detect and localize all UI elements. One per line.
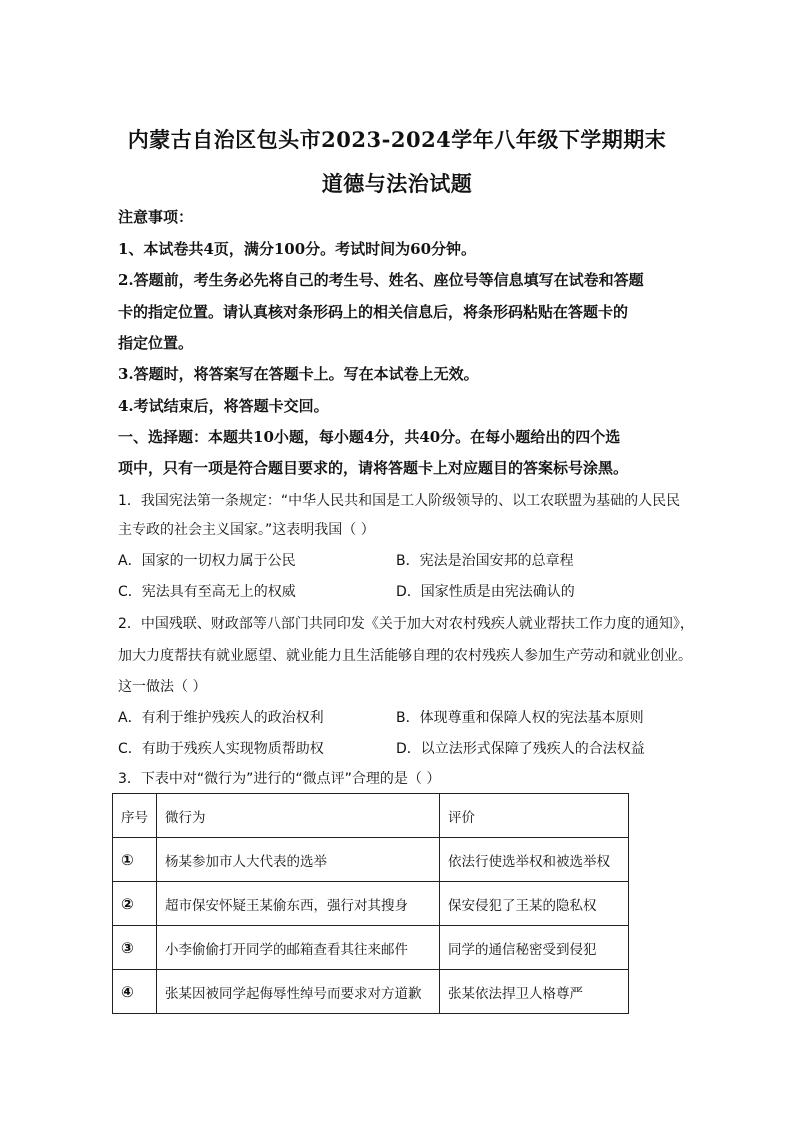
- table-cell-behavior: 张某因被同学起侮辱性绰号而要求对方道歉: [157, 970, 440, 1014]
- notice-item-4: 4.考试结束后，将答题卡交回。: [118, 397, 329, 415]
- q1-option-a: A．国家的一切权力属于公民: [118, 553, 296, 569]
- table-cell-behavior: 杨某参加市人大代表的选举: [157, 838, 440, 882]
- table-header-cell: 序号: [113, 794, 157, 838]
- q1-option-c: C．宪法具有至高无上的权威: [118, 584, 296, 600]
- exam-title-line1: 内蒙古自治区包头市2023-2024学年八年级下学期期末: [127, 127, 667, 152]
- section1-instructions-line1: 一、选择题：本题共10小题，每小题4分，共40分。在每小题给出的四个选: [118, 428, 621, 446]
- q1-option-d: D．国家性质是由宪法确认的: [396, 584, 575, 600]
- table-cell-index: ④: [113, 970, 157, 1014]
- table-row: [113, 838, 629, 882]
- table-header-cell: 评价: [440, 794, 629, 838]
- q1-option-b: B．宪法是治国安邦的总章程: [396, 553, 574, 569]
- table-header-row: [113, 794, 629, 838]
- q2-option-c: C．有助于残疾人实现物质帮助权: [118, 741, 324, 757]
- table-cell-behavior: 超市保安怀疑王某偷东西，强行对其搜身: [157, 882, 440, 926]
- notice-item-3: 3.答题时，将答案写在答题卡上。写在本试卷上无效。: [118, 365, 479, 383]
- exam-title-line2: 道德与法治试题: [321, 171, 473, 196]
- q2-option-a: A．有利于维护残疾人的政治权利: [118, 710, 324, 726]
- table-cell-index: ①: [113, 838, 157, 882]
- q2-option-d: D．以立法形式保障了残疾人的合法权益: [396, 741, 645, 757]
- q1-stem-line2: 主专政的社会主义国家。”这表明我国（ ）: [118, 522, 375, 538]
- q2-option-b: B．体现尊重和保障人权的宪法基本原则: [396, 710, 644, 726]
- table-cell-index: ②: [113, 882, 157, 926]
- q3-stem: 3．下表中对“微行为”进行的“微点评”合理的是（ ）: [118, 771, 441, 787]
- q3-table: [112, 793, 629, 1014]
- notice-item-2-line1: 2.答题前，考生务必先将自己的考生号、姓名、座位号等信息填写在试卷和答题: [118, 271, 644, 289]
- table-row: [113, 926, 629, 970]
- table-cell-index: ③: [113, 926, 157, 970]
- table-row: [113, 970, 629, 1014]
- table-row: [113, 882, 629, 926]
- q2-stem-line3: 这一做法（ ）: [118, 679, 207, 695]
- section1-instructions-line2: 项中，只有一项是符合题目要求的，请将答题卡上对应题目的答案标号涂黑。: [118, 459, 629, 477]
- notice-item-2-line3: 指定位置。: [118, 334, 194, 352]
- table-cell-evaluation: 保安侵犯了王某的隐私权: [440, 882, 629, 926]
- table-header-cell: 微行为: [157, 794, 440, 838]
- notice-item-1: 1、本试卷共4页，满分100分。考试时间为60分钟。: [118, 240, 477, 258]
- table-cell-evaluation: 张某依法捍卫人格尊严: [440, 970, 629, 1014]
- notice-item-2-line2: 卡的指定位置。请认真核对条形码上的相关信息后，将条形码粘贴在答题卡的: [118, 303, 629, 321]
- notice-heading: 注意事项：: [118, 208, 194, 226]
- q2-stem-line1: 2．中国残联、财政部等八部门共同印发《关于加大对农村残疾人就业帮扶工作力度的通知》，: [118, 616, 694, 632]
- q1-stem-line1: 1．我国宪法第一条规定：“中华人民共和国是工人阶级领导的、以工农联盟为基础的人民民: [118, 493, 681, 509]
- table-cell-evaluation: 同学的通信秘密受到侵犯: [440, 926, 629, 970]
- table-cell-evaluation: 依法行使选举权和被选举权: [440, 838, 629, 882]
- table-cell-behavior: 小李偷偷打开同学的邮箱查看其往来邮件: [157, 926, 440, 970]
- q2-stem-line2: 加大力度帮扶有就业愿望、就业能力且生活能够自理的农村残疾人参加生产劳动和就业创业。: [118, 648, 692, 664]
